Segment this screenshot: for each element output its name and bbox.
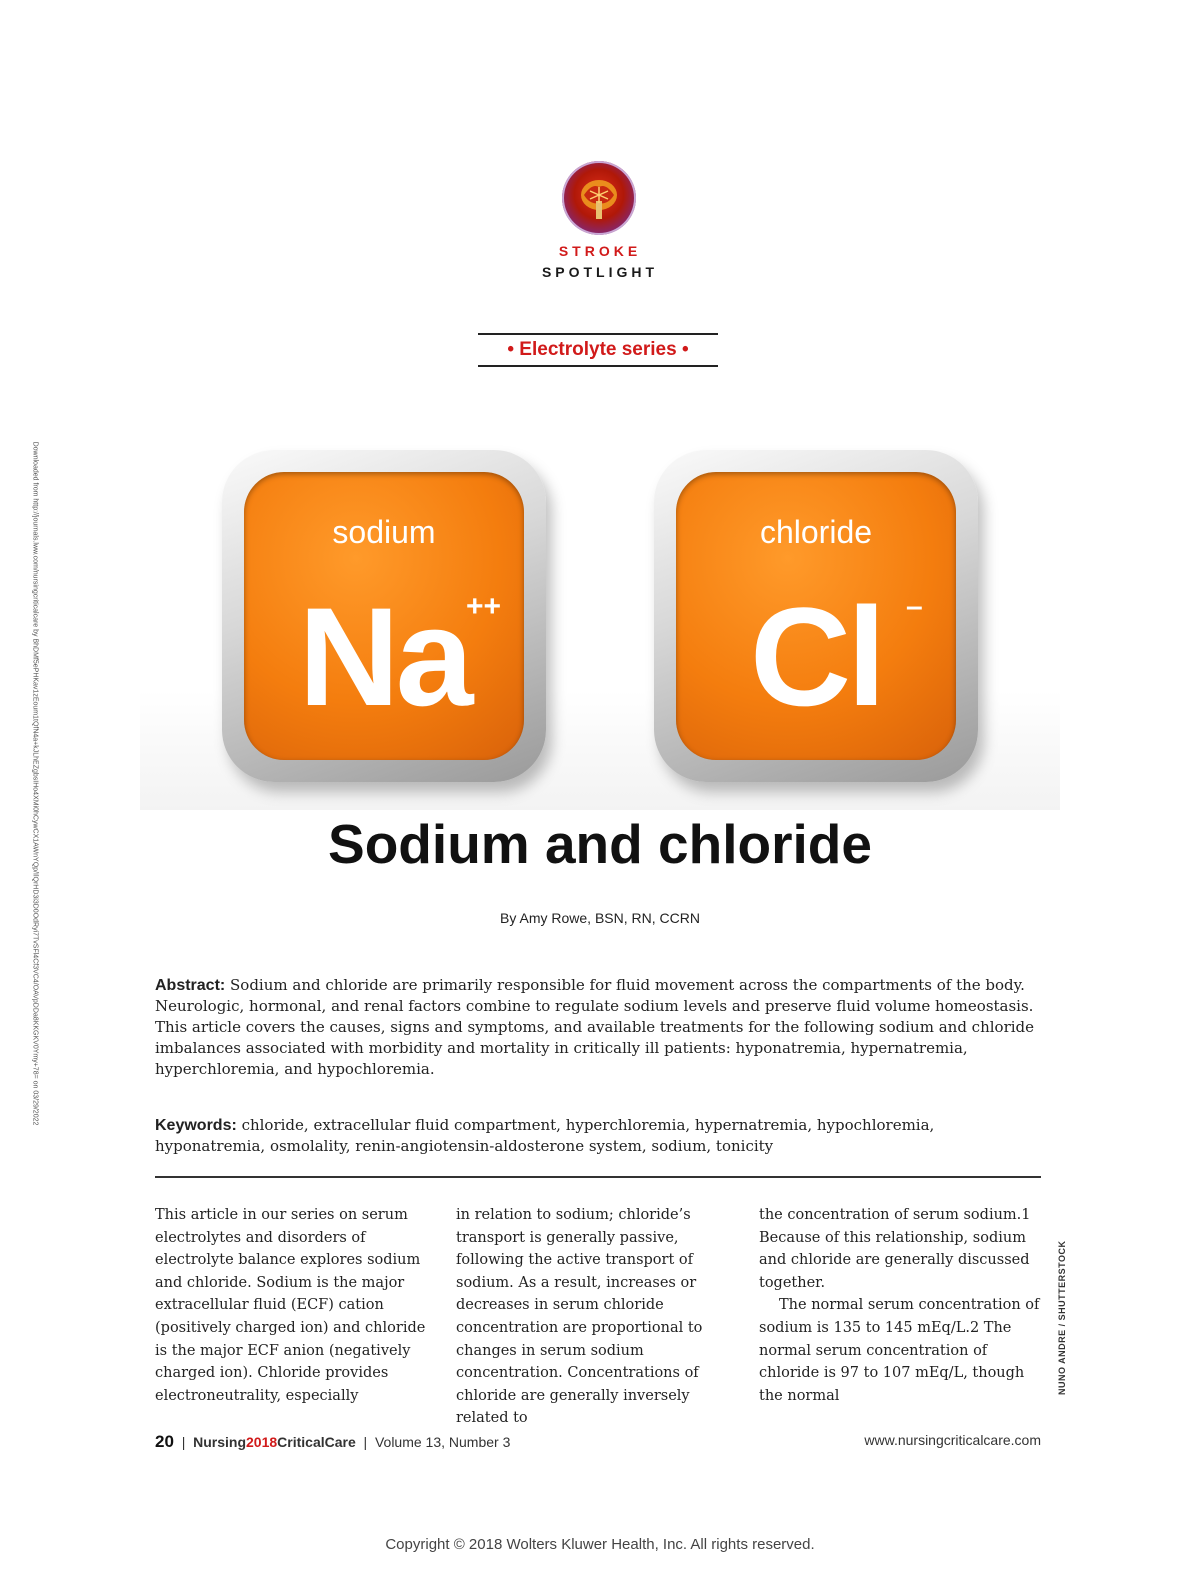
sodium-tile-charge: ++ bbox=[466, 590, 502, 623]
brain-logo-icon bbox=[562, 161, 636, 235]
body-column-2 bbox=[456, 1204, 738, 1430]
footer-separator: | bbox=[181, 1434, 186, 1450]
sodium-tile-face bbox=[244, 472, 524, 760]
abstract-label: Abstract: bbox=[155, 977, 226, 994]
sodium-tile-name: sodium bbox=[332, 514, 436, 550]
body-paragraph: The normal serum concentration of sodium is 135 to 145 mEq/L.2 The normal serum concentration of chloride is 97 to 107 mEq/L, though the normal bbox=[759, 1297, 1040, 1404]
journal-name bbox=[193, 1434, 356, 1450]
body-column-1 bbox=[155, 1204, 437, 1407]
body-paragraph: This article in our series on serum electrolytes and disorders of electrolyte balance explores sodium and chloride. Sodium is the major extracellular fluid (ECF) cation (positively charged ion) and chloride is the major ECF anion (negatively charged ion). Chloride provides electroneutrality, especially bbox=[155, 1207, 426, 1404]
page-number: 20 bbox=[155, 1432, 174, 1451]
series-banner bbox=[478, 333, 718, 367]
journal-url[interactable]: www.nursingcriticalcare.com bbox=[864, 1432, 1041, 1448]
article-title: Sodium and chloride bbox=[328, 813, 872, 875]
divider bbox=[155, 1176, 1041, 1178]
keywords-text: chloride, extracellular fluid compartment, hyperchloremia, hypernatremia, hypochloremia, hyponatremia, osmolality, renin-angiotensin-aldosterone system, sodium, tonicity bbox=[155, 1116, 935, 1155]
photo-credit bbox=[1047, 1240, 1077, 1405]
journal-name-a: Nursing bbox=[193, 1434, 247, 1450]
keywords-label: Keywords: bbox=[155, 1117, 237, 1134]
download-note-text: Downloaded from http://journals.lww.com/nursingcriticalcare by BhDMf5ePHKav1zEoum1tQfN4a+kJLhEZgbsIHo4XMi0hCywCX1AWnYQp/IlQrHD3i3D0OdRyi7TvSFl4Cf3VC4/OAVpDDa8KKGKV0Ymy+78= on 03/29/2022 bbox=[31, 441, 39, 1126]
hero-image bbox=[140, 410, 1060, 810]
page-footer bbox=[155, 1432, 1041, 1454]
section-label-stroke: STROKE bbox=[558, 243, 642, 259]
body-paragraph: in relation to sodium; chloride’s transport is generally passive, following the active transport of sodium. As a result, increases or decreases in serum chloride concentration are proportional to changes in serum sodium concentration. Concentrations of chloride are generally inversely related to bbox=[456, 1207, 703, 1427]
footer-separator: | bbox=[363, 1434, 368, 1450]
abstract bbox=[155, 975, 1045, 1080]
sodium-tile bbox=[222, 450, 546, 782]
keywords bbox=[155, 1115, 1045, 1157]
volume-info: Volume 13, Number 3 bbox=[374, 1434, 511, 1450]
body-column-3 bbox=[759, 1204, 1041, 1407]
copyright: Copyright © 2018 Wolters Kluwer Health, Inc. All rights reserved. bbox=[385, 1536, 815, 1553]
chloride-tile-name: chloride bbox=[759, 514, 873, 550]
chloride-tile bbox=[654, 450, 978, 782]
section-label-spotlight: SPOTLIGHT bbox=[541, 264, 659, 280]
chloride-tile-symbol: Cl bbox=[750, 578, 882, 735]
chloride-tile-face bbox=[676, 472, 956, 760]
body-paragraph: the concentration of serum sodium.1 Because of this relationship, sodium and chloride are generally discussed together. bbox=[759, 1207, 1031, 1291]
photo-credit-text: NUNO ANDRE / SHUTTERSTOCK bbox=[1057, 1240, 1067, 1395]
download-note bbox=[25, 410, 45, 1170]
chloride-tile-charge: – bbox=[906, 590, 923, 623]
series-label: • Electrolyte series • bbox=[507, 339, 689, 360]
journal-name-b: CriticalCare bbox=[277, 1434, 356, 1450]
journal-year: 2018 bbox=[246, 1434, 278, 1450]
abstract-text: Sodium and chloride are primarily responsible for fluid movement across the compartments of the body. Neurologic, hormonal, and renal factors combine to regulate sodium levels and preserve fluid volume homeostasis. This article covers the causes, signs and symptoms, and available treatments for the following sodium and chloride imbalances associated with morbidity and mortality in critically ill patients: hyponatremia, hypernatremia, hyperchloremia, and hypochloremia. bbox=[155, 976, 1035, 1078]
sodium-tile-symbol: Na bbox=[298, 578, 470, 735]
byline: By Amy Rowe, BSN, RN, CCRN bbox=[500, 910, 700, 926]
